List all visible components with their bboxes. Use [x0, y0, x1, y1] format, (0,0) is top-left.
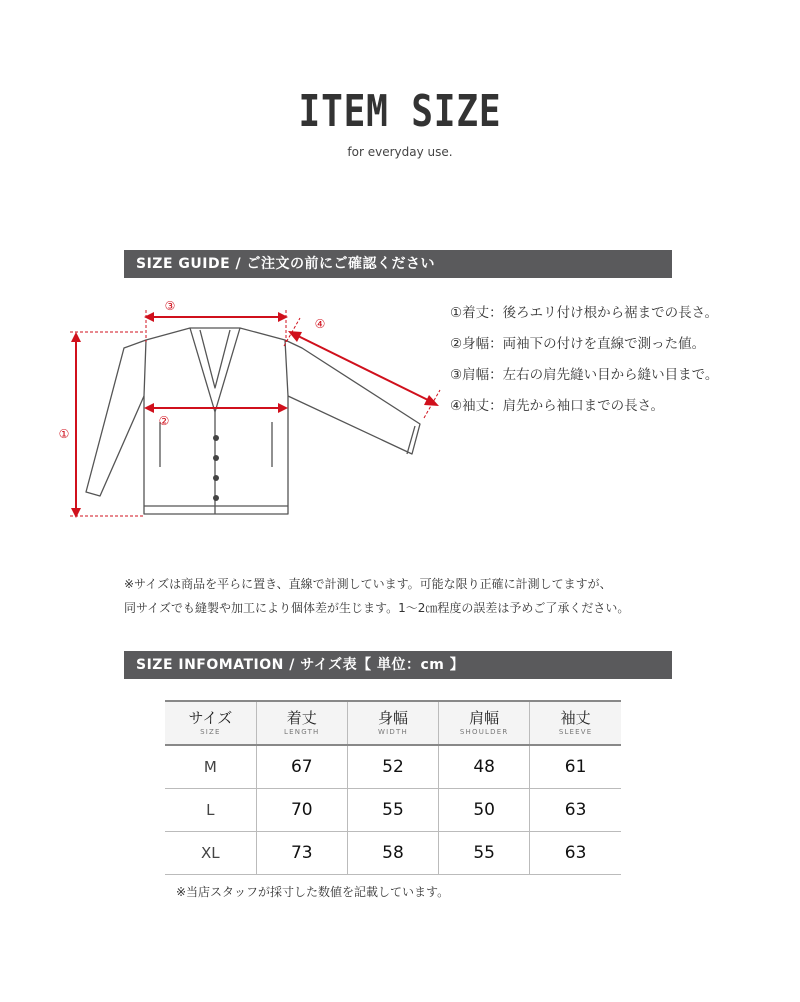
- button-1: [213, 435, 219, 441]
- cell-size: M: [165, 745, 256, 789]
- header-size: サイズ SIZE: [165, 701, 256, 745]
- cell-length: 67: [256, 745, 347, 789]
- cell-shoulder: 48: [439, 745, 530, 789]
- size-guide-bar: SIZE GUIDE / ご注文の前にご確認ください: [124, 250, 672, 278]
- table-footnote: ※当店スタッフが採寸した数値を記載しています。: [176, 885, 450, 899]
- size-info-bar: SIZE INFOMATION / サイズ表【 単位：cm 】: [124, 651, 672, 679]
- page-title: ITEM SIZE: [298, 86, 502, 137]
- width-arrow-right: [278, 403, 288, 413]
- cell-width: 58: [347, 832, 438, 875]
- button-3: [213, 475, 219, 481]
- cardigan-outline: [86, 328, 420, 514]
- cell-length: 73: [256, 832, 347, 875]
- cell-shoulder: 50: [439, 789, 530, 832]
- size-table-header-row: [165, 701, 621, 745]
- cell-sleeve: 63: [530, 832, 621, 875]
- legend-item-width: ②身幅：両袖下の付けを直線で測った値。: [450, 336, 706, 352]
- sleeve-line: [294, 334, 432, 402]
- note-line-2: 同サイズでも縫製や加工により個体差が生じます。1〜2㎝程度の誤差は予めご了承ください。: [124, 601, 630, 615]
- marker-shoulder: ③: [164, 299, 176, 313]
- cell-shoulder: 55: [439, 832, 530, 875]
- button-4: [213, 495, 219, 501]
- length-arrow-top: [71, 332, 81, 342]
- cell-size: XL: [165, 832, 256, 875]
- cell-width: 55: [347, 789, 438, 832]
- measurement-note: [124, 572, 684, 620]
- legend-item-shoulder: ③肩幅：左右の肩先縫い目から縫い目まで。: [450, 367, 719, 383]
- cell-sleeve: 61: [530, 745, 621, 789]
- table-row: [165, 832, 621, 875]
- page-subtitle: for everyday use.: [347, 145, 453, 159]
- header-shoulder: 肩幅 SHOULDER: [439, 701, 530, 745]
- table-row: [165, 789, 621, 832]
- marker-sleeve: ④: [314, 317, 326, 331]
- cell-width: 52: [347, 745, 438, 789]
- marker-width: ②: [158, 414, 170, 428]
- legend-item-sleeve: ④袖丈：肩先から袖口までの長さ。: [450, 398, 665, 414]
- header-length: 着丈 LENGTH: [256, 701, 347, 745]
- size-table: [165, 700, 621, 875]
- measure-markers: [59, 299, 326, 441]
- header-sleeve: 袖丈 SLEEVE: [530, 701, 621, 745]
- cell-size: L: [165, 789, 256, 832]
- table-row: [165, 745, 621, 789]
- button-2: [213, 455, 219, 461]
- measure-lines: [70, 310, 440, 518]
- width-arrow-left: [144, 403, 154, 413]
- legend-item-length: ①着丈：後ろエリ付け根から裾までの長さ。: [450, 305, 719, 321]
- measure-legend: [450, 302, 718, 426]
- note-line-1: ※サイズは商品を平らに置き、直線で計測しています。可能な限り正確に計測してますが、: [124, 577, 612, 591]
- cardigan-diagram: [40, 292, 460, 532]
- header-width: 身幅 WIDTH: [347, 701, 438, 745]
- cell-length: 70: [256, 789, 347, 832]
- cell-sleeve: 63: [530, 789, 621, 832]
- marker-length: ①: [58, 427, 70, 441]
- buttons: [213, 435, 219, 501]
